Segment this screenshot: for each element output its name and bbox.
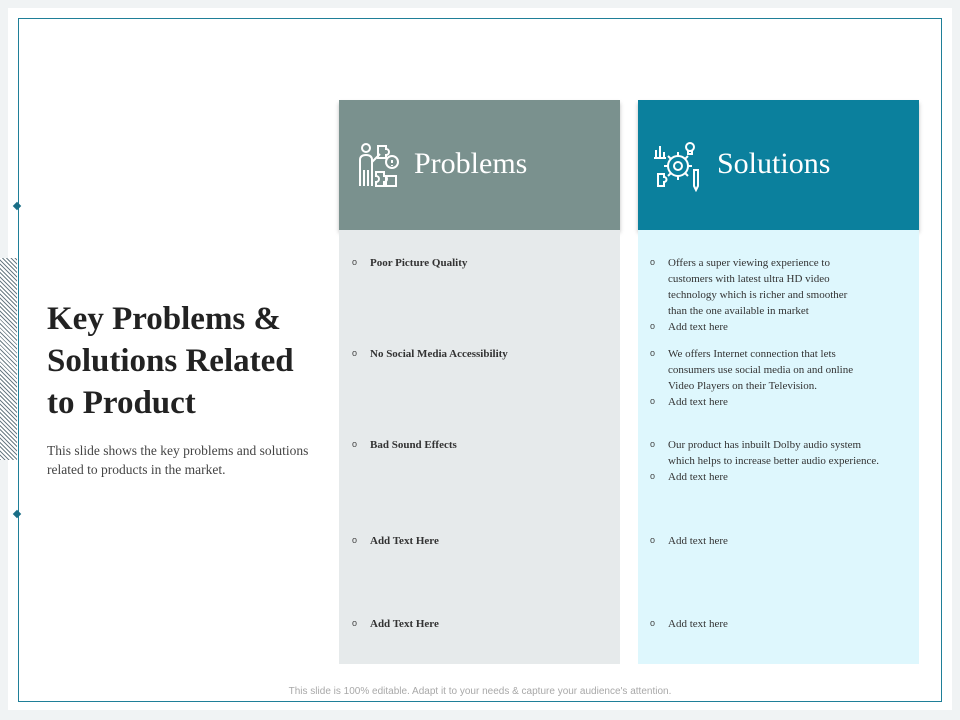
bullet-icon: o	[650, 618, 656, 628]
problem-item-2: No Social Media Accessibility	[370, 348, 508, 360]
bullet-icon: o	[650, 396, 656, 406]
title-line-3: to Product	[47, 385, 196, 421]
problems-heading: Problems	[414, 147, 528, 180]
bullet-icon: o	[352, 348, 358, 358]
solution-line: Our product has inbuilt Dolby audio system	[668, 439, 862, 451]
solutions-heading: Solutions	[717, 147, 831, 180]
solution-line: Add text here	[668, 471, 728, 483]
bullet-icon: o	[352, 535, 358, 545]
solution-line: Offers a super viewing experience to	[668, 257, 830, 269]
solution-line: customers with latest ultra HD video	[668, 273, 830, 285]
title-line-1: Key Problems &	[47, 301, 282, 337]
slide-subtitle: This slide shows the key problems and solutions related to products in the market.	[47, 443, 309, 477]
problem-item-4: Add Text Here	[370, 535, 439, 547]
bullet-icon: o	[650, 257, 656, 267]
bullet-icon: o	[650, 535, 656, 545]
solution-line: Add text here	[668, 396, 728, 408]
solution-line: Add text here	[668, 618, 728, 630]
solution-line: We offers Internet connection that lets	[668, 348, 836, 360]
people-puzzle-icon	[356, 140, 402, 192]
decorative-hatch	[0, 258, 17, 460]
bullet-icon: o	[650, 439, 656, 449]
solution-line: Add text here	[668, 535, 728, 547]
footer-note: This slide is 100% editable. Adapt it to your needs & capture your audience's attention.	[288, 686, 672, 697]
problem-item-5: Add Text Here	[370, 618, 439, 630]
problem-item-3: Bad Sound Effects	[370, 439, 457, 451]
bullet-icon: o	[650, 321, 656, 331]
solution-line: than the one available in market	[668, 305, 809, 317]
solution-line: consumers use social media on and online	[668, 364, 854, 376]
gear-puzzle-icon	[654, 140, 700, 192]
slide-title	[47, 298, 337, 424]
solution-line: Add text here	[668, 321, 728, 333]
bullet-icon: o	[650, 348, 656, 358]
solution-line: which helps to increase better audio experience.	[668, 455, 880, 467]
bullet-icon: o	[352, 618, 358, 628]
problem-item-1: Poor Picture Quality	[370, 257, 468, 269]
solution-line: technology which is richer and smoother	[668, 289, 848, 301]
bullet-icon: o	[352, 257, 358, 267]
bullet-icon: o	[352, 439, 358, 449]
title-line-2: Solutions Related	[47, 343, 294, 379]
solution-line: Video Players on their Television.	[668, 380, 817, 392]
bullet-icon: o	[650, 471, 656, 481]
